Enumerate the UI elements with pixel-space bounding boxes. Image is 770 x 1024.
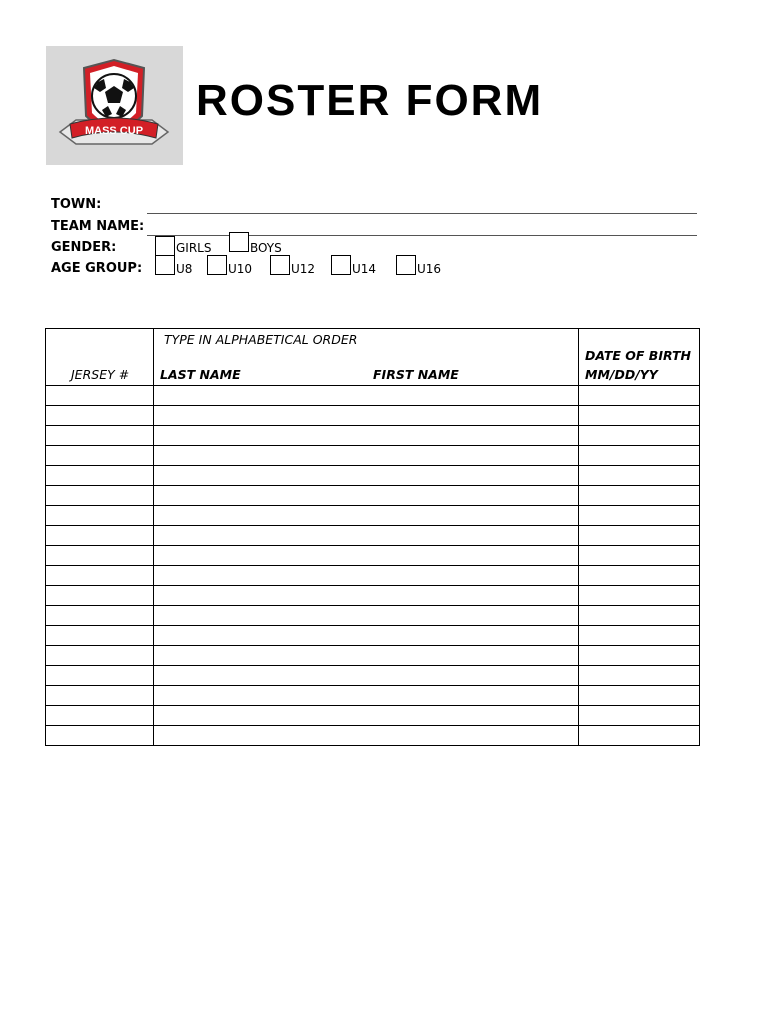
dob-cell[interactable] bbox=[579, 666, 700, 686]
logo-text: MASS CUP bbox=[84, 125, 144, 137]
name-cell[interactable] bbox=[154, 626, 579, 646]
table-row bbox=[46, 406, 700, 426]
dob-cell[interactable] bbox=[579, 426, 700, 446]
table-row bbox=[46, 626, 700, 646]
table-row bbox=[46, 706, 700, 726]
gender-label: GENDER: bbox=[51, 240, 117, 255]
table-row bbox=[46, 546, 700, 566]
name-cell[interactable] bbox=[154, 726, 579, 746]
u14-checkbox[interactable] bbox=[331, 255, 351, 275]
name-cell[interactable] bbox=[154, 706, 579, 726]
town-label: TOWN: bbox=[51, 197, 102, 212]
dob-cell[interactable] bbox=[579, 486, 700, 506]
boys-option-label: BOYS bbox=[250, 241, 282, 255]
jersey-cell[interactable] bbox=[46, 566, 154, 586]
table-row bbox=[46, 666, 700, 686]
table-row bbox=[46, 426, 700, 446]
name-cell[interactable] bbox=[154, 406, 579, 426]
name-cell[interactable] bbox=[154, 666, 579, 686]
dob-cell[interactable] bbox=[579, 566, 700, 586]
name-cell[interactable] bbox=[154, 426, 579, 446]
table-row bbox=[46, 386, 700, 406]
dob-cell[interactable] bbox=[579, 606, 700, 626]
name-cell[interactable] bbox=[154, 566, 579, 586]
jersey-header: JERSEY # bbox=[71, 367, 130, 382]
jersey-cell[interactable] bbox=[46, 606, 154, 626]
dob-cell[interactable] bbox=[579, 466, 700, 486]
roster-table bbox=[45, 328, 700, 746]
name-cell[interactable] bbox=[154, 446, 579, 466]
jersey-cell[interactable] bbox=[46, 546, 154, 566]
table-row bbox=[46, 606, 700, 626]
u16-checkbox[interactable] bbox=[396, 255, 416, 275]
town-line[interactable] bbox=[147, 213, 697, 214]
name-cell[interactable] bbox=[154, 686, 579, 706]
name-cell[interactable] bbox=[154, 586, 579, 606]
u10-option-label: U10 bbox=[228, 262, 253, 276]
dob-header: DATE OF BIRTH bbox=[585, 348, 692, 363]
jersey-cell[interactable] bbox=[46, 706, 154, 726]
name-cell[interactable] bbox=[154, 526, 579, 546]
dob-cell[interactable] bbox=[579, 506, 700, 526]
table-header-row bbox=[46, 329, 700, 386]
dob-format-header: MM/DD/YY bbox=[585, 367, 658, 382]
girls-checkbox[interactable] bbox=[155, 236, 175, 256]
table-row bbox=[46, 506, 700, 526]
jersey-cell[interactable] bbox=[46, 446, 154, 466]
dob-cell[interactable] bbox=[579, 626, 700, 646]
mass-cup-logo bbox=[46, 46, 183, 165]
table-row bbox=[46, 726, 700, 746]
u14-option-label: U14 bbox=[352, 262, 377, 276]
name-cell[interactable] bbox=[154, 486, 579, 506]
dob-header-cell bbox=[579, 329, 700, 386]
last-name-header: LAST NAME bbox=[160, 367, 241, 382]
dob-cell[interactable] bbox=[579, 446, 700, 466]
dob-cell[interactable] bbox=[579, 406, 700, 426]
girls-option-label: GIRLS bbox=[176, 241, 212, 255]
first-name-header: FIRST NAME bbox=[373, 367, 459, 382]
dob-cell[interactable] bbox=[579, 546, 700, 566]
jersey-cell[interactable] bbox=[46, 686, 154, 706]
table-row bbox=[46, 486, 700, 506]
name-cell[interactable] bbox=[154, 386, 579, 406]
dob-cell[interactable] bbox=[579, 386, 700, 406]
name-cell[interactable] bbox=[154, 466, 579, 486]
jersey-cell[interactable] bbox=[46, 526, 154, 546]
dob-cell[interactable] bbox=[579, 726, 700, 746]
jersey-cell[interactable] bbox=[46, 466, 154, 486]
dob-cell[interactable] bbox=[579, 646, 700, 666]
table-row bbox=[46, 446, 700, 466]
jersey-header-cell bbox=[46, 329, 154, 386]
boys-checkbox[interactable] bbox=[229, 232, 249, 252]
jersey-cell[interactable] bbox=[46, 506, 154, 526]
jersey-cell[interactable] bbox=[46, 726, 154, 746]
table-row bbox=[46, 466, 700, 486]
u16-option-label: U16 bbox=[417, 262, 442, 276]
team-name-label: TEAM NAME: bbox=[51, 219, 145, 234]
name-cell[interactable] bbox=[154, 506, 579, 526]
jersey-cell[interactable] bbox=[46, 586, 154, 606]
u12-checkbox[interactable] bbox=[270, 255, 290, 275]
u10-checkbox[interactable] bbox=[207, 255, 227, 275]
age-group-label: AGE GROUP: bbox=[51, 261, 143, 276]
name-cell[interactable] bbox=[154, 646, 579, 666]
u8-checkbox[interactable] bbox=[155, 255, 175, 275]
jersey-cell[interactable] bbox=[46, 486, 154, 506]
jersey-cell[interactable] bbox=[46, 646, 154, 666]
jersey-cell[interactable] bbox=[46, 386, 154, 406]
u12-option-label: U12 bbox=[291, 262, 316, 276]
dob-cell[interactable] bbox=[579, 586, 700, 606]
table-row bbox=[46, 646, 700, 666]
page-title: ROSTER FORM bbox=[196, 76, 544, 125]
dob-cell[interactable] bbox=[579, 706, 700, 726]
u8-option-label: U8 bbox=[176, 262, 193, 276]
table-row bbox=[46, 586, 700, 606]
jersey-cell[interactable] bbox=[46, 626, 154, 646]
dob-cell[interactable] bbox=[579, 686, 700, 706]
jersey-cell[interactable] bbox=[46, 426, 154, 446]
jersey-cell[interactable] bbox=[46, 406, 154, 426]
table-row bbox=[46, 686, 700, 706]
name-cell[interactable] bbox=[154, 606, 579, 626]
name-cell[interactable] bbox=[154, 546, 579, 566]
table-row bbox=[46, 526, 700, 546]
jersey-cell[interactable] bbox=[46, 666, 154, 686]
table-row bbox=[46, 566, 700, 586]
alphabetical-instruction: TYPE IN ALPHABETICAL ORDER bbox=[164, 332, 358, 347]
name-header-cell bbox=[154, 329, 579, 386]
dob-cell[interactable] bbox=[579, 526, 700, 546]
